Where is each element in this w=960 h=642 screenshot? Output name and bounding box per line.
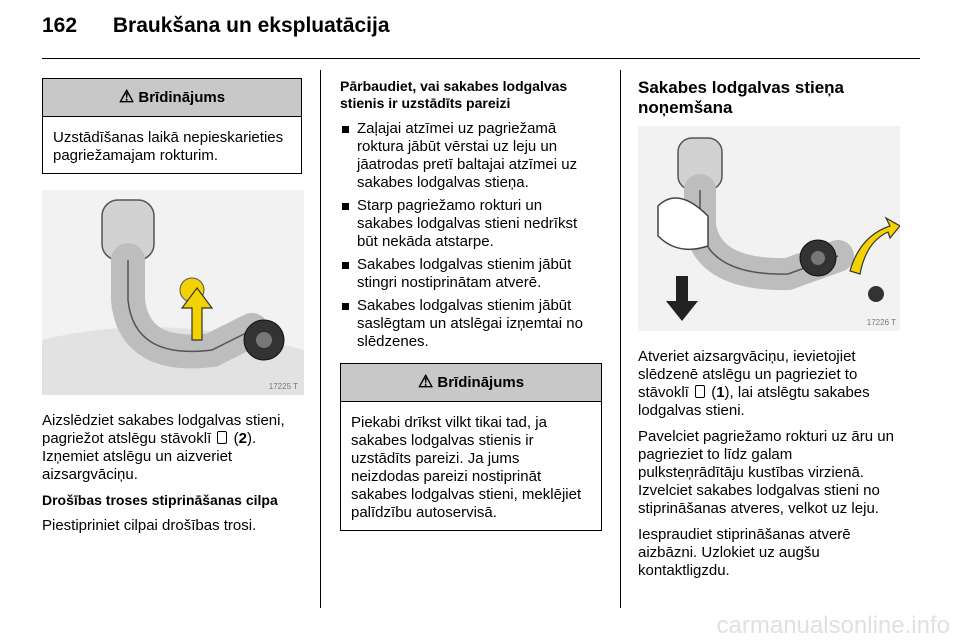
warning-box (340, 363, 602, 531)
column-2 (340, 78, 602, 547)
figure-code: 17225 T (268, 382, 298, 391)
towbar-removal-illustration (638, 126, 900, 336)
lock-position-icon (217, 431, 227, 444)
check-list (340, 120, 602, 351)
warning-triangle-icon: ⚠ (118, 87, 135, 106)
check-item: Zaļajai atzīmei uz pagriežamā roktura jābūt vērstai uz leju un jāatrodas pretī baltajai atzīmei uz sakabes lodgalvas stieņa. (340, 120, 602, 192)
check-item: Starp pagriežamo rokturi un sakabes lodgalvas stieni nedrīkst būt nekāda atstarpe. (340, 197, 602, 251)
removal-text: Pavelciet pagriežamo rokturi uz āru un pagrieziet to līdz galam pulksteņrādītāju kustības virzienā. Izvelciet sakabes lodgalvas stieni no stiprināšanas atveres, velkot uz leju. (638, 428, 894, 517)
warning-text: Uzstādīšanas laikā nepieskarieties pagriežamajam rokturim. (53, 129, 284, 164)
towbar-lock-illustration (42, 190, 302, 400)
watermark: carmanualsonline.info (716, 612, 950, 639)
unlock-position-icon (695, 385, 705, 398)
page-number: 162 (42, 14, 78, 37)
column-divider-2 (620, 70, 621, 608)
lock-instruction: Aizslēdziet sakabes lodgalvas stieni, pagriežot atslēgu stāvoklī (2). Izņemiet atslēgu un aizveriet aizsargvāciņu. (42, 412, 285, 483)
warning-title: Brīdinājums (437, 374, 525, 391)
unlock-instruction-part2: lai atslēgtu sakabes lodgalvas stieni. (638, 384, 870, 419)
towbar-removal-drawing (638, 126, 900, 331)
figure-code: 17226 T (866, 318, 896, 327)
column-1 (42, 78, 302, 543)
warning-header (43, 79, 301, 117)
header-rule (42, 58, 920, 59)
warning-box (42, 78, 302, 174)
warning-title: Brīdinājums (138, 89, 226, 106)
plug-text: Iespraudiet stiprināšanas atverē aizbāzni. Uzlokiet uz augšu kontaktligzdu. (638, 526, 851, 579)
warning-text: Piekabi drīkst vilkt tikai tad, ja sakabes lodgalvas stienis ir uzstādīts pareizi. Ja jums neizdodas pareizi nostiprināt sakabes lodgalvas stieni, meklējiet palīdzību autoservisā. (351, 414, 582, 521)
lock-instruction-part2: Izņemiet atslēgu un aizveriet aizsargvāciņu. (42, 448, 233, 483)
section-title: Braukšana un ekspluatācija (112, 14, 390, 37)
unlock-instruction-part1: Atveriet aizsargvāciņu, ievietojiet slēdzenē atslēgu un pagrieziet to stāvoklī (638, 348, 858, 401)
removal-heading: Sakabes lodgalvas stieņa noņemšana (638, 78, 844, 117)
page-header (42, 14, 390, 38)
unlock-position-number: 1 (716, 384, 725, 401)
column-3 (638, 78, 900, 588)
warning-header (341, 364, 601, 402)
check-heading: Pārbaudiet, vai sakabes lodgalvas stienis ir uzstādīts pareizi (340, 78, 568, 111)
lock-instruction-part1: Aizslēdziet sakabes lodgalvas stieni, pagriežot atslēgu stāvoklī (42, 412, 285, 447)
safety-cable-heading: Drošības troses stiprināšanas cilpa (42, 492, 278, 508)
warning-triangle-icon: ⚠ (417, 372, 434, 391)
lock-position-number: 2 (238, 430, 247, 447)
check-item: Sakabes lodgalvas stienim jābūt stingri nostiprinātam atverē. (340, 256, 602, 292)
unlock-instruction: Atveriet aizsargvāciņu, ievietojiet slēdzenē atslēgu un pagrieziet to stāvoklī (1), lai atslēgtu sakabes lodgalvas stieni. (638, 348, 870, 419)
column-divider-1 (320, 70, 321, 608)
safety-cable-text: Piestipriniet cilpai drošības trosi. (42, 517, 257, 534)
check-item: Sakabes lodgalvas stienim jābūt saslēgtam un atslēgai izņemtai no slēdzenes. (340, 297, 602, 351)
towbar-lock-drawing (42, 190, 304, 395)
